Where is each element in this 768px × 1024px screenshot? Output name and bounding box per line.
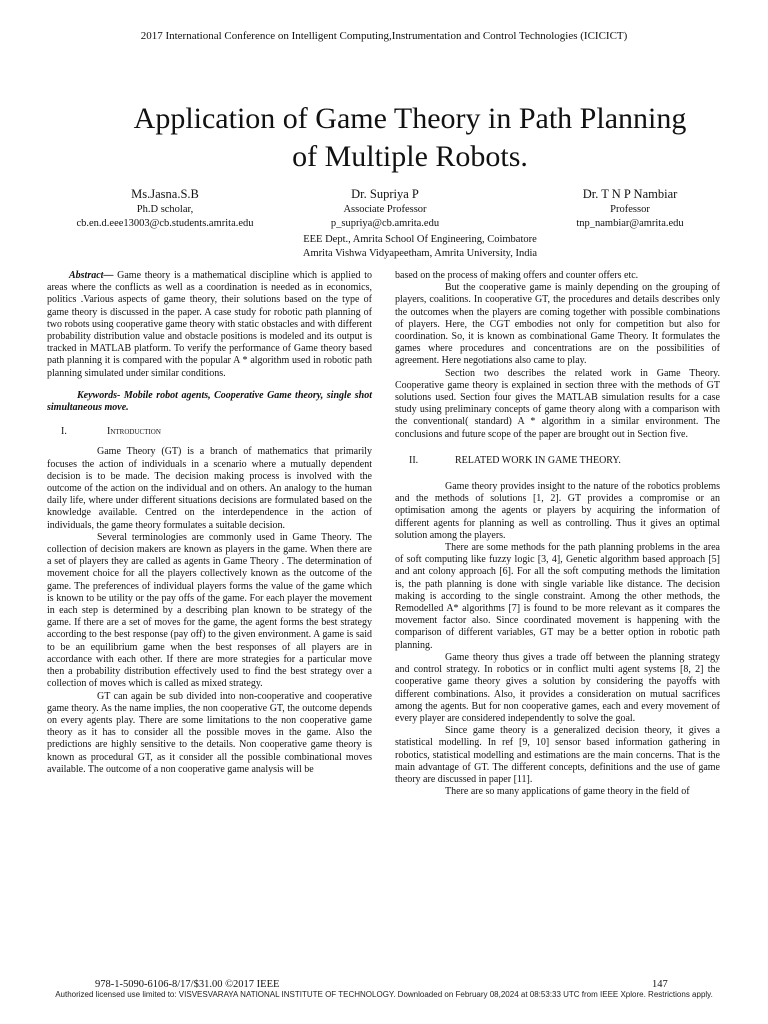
right-column: [395, 270, 720, 798]
author-role: Associate Professor: [343, 204, 427, 215]
isbn-footer: 978-1-5090-6106-8/17/$31.00 ©2017 IEEE: [95, 979, 280, 990]
section-title: Introduction: [107, 426, 161, 438]
abstract-text: Game theory is a mathematical discipline which is applied to areas where the conflicts as well as a coordination is needed as in economics, politics .Various aspects of game theory, their solutions based on the type of game theory is discussed in the paper. A case study for robotic path planning of two robots using cooperative game theory with static obstacles and with different probability distribution value and obstacle positions is modeled and its output is tracked in MATLAB platform. To verify the performance of Game theory based path planning it is compared with the popular A * algorithm used in robotic path planning simulated under similar conditions.: [47, 270, 373, 379]
paragraph: Game theory provides insight to the nature of the robotics problems and the methods of solutions [1, 2]. GT provides a compromise or an optimisation among the agents or players by acquiring the information of different agents for planning as well as controlling. Thus it gives an optimal solution among the players.: [395, 481, 720, 541]
keywords: Keywords- Mobile robot agents, Cooperative Game theory, single shot simultaneous move.: [47, 389, 372, 414]
title-line-2: of Multiple Robots.: [292, 140, 528, 173]
abstract-label: Abstract—: [69, 270, 114, 281]
abstract: [47, 270, 372, 380]
title-line-1: Application of Game Theory in Path Planning: [133, 102, 687, 135]
author-name: Dr. Supriya P: [351, 187, 419, 201]
author-name: Ms.Jasna.S.B: [131, 187, 199, 201]
paragraph: Several terminologies are commonly used in Game Theory. The collection of decision makers are known as players in the game. When there are a set of players they are called as agents in Game Theory . The determination of movement choice for all the players collectively known as the outcome of the game. The preferences of individual players forms the value of the game which is known to be utility or the pay offs of the game. For each player the movement in each step is determined by a describing plan known to be strategy of the game. If there are a set of moves for the game, the agent forms the best strategy according to the best response (pay off) to the given environment. A game is said to be an equilibrium game when the best responses of all players are in accordance with each other. If there are more strategies for a particular move then a probability distribution effectively used to find the best strategy over a collection of moves which is called as mixed strategy.: [47, 531, 372, 690]
section-1-heading: [47, 426, 372, 438]
author-email: p_supriya@cb.amrita.edu: [330, 218, 440, 229]
paragraph: But the cooperative game is mainly depending on the grouping of players, coalitions. In cooperative GT, the procedures and details describes only the outcomes when the players are coming together with possible combinations of players. Here, the CGT embodies not only for competition but also for coordination. So, it is known as combinational Game Theory. It formulates the games where procedures and concentrations are on the possibilities of agreement. Here negotiations also came to play.: [395, 282, 720, 367]
author-role: Professor: [610, 204, 650, 215]
section-2-heading: [395, 455, 720, 467]
paragraph: There are so many applications of game theory in the field of: [445, 786, 690, 798]
paragraph: There are some methods for the path planning problems in the area of soft computing like fuzzy logic [3, 4], Genetic algorithm based approach [5] and ant colony approach [6]. For all the soft computing methods the limitation is, the path planning is done with single variable like distance. The decision making is according to the single constraint. Among the other methods, the Remodelled A* algorithms [7] is found to be more relevant as it compares the movement factor also. Since coordinated movement is happening with the comparison of different variables, GT may be a better option in robotic path planning.: [395, 542, 720, 651]
affiliation-line-1: EEE Dept., Amrita School Of Engineering, Coimbatore: [303, 234, 537, 245]
author-name: Dr. T N P Nambiar: [582, 187, 678, 201]
author-block-1: [40, 186, 290, 231]
license-notice: Authorized licensed use limited to: VISVESVARAYA NATIONAL INSTITUTE OF TECHNOLOGY. Downloaded on February 08,2024 at 08:53:33 UTC from IEEE Xplore. Restrictions apply.: [55, 990, 713, 999]
paragraph: Since game theory is a generalized decision theory, it gives a statistical modelling. In ref [9, 10] sensor based information gathering in robotics, statistical modelling and estimations are the main concerns. That is the main advantage of GT. The different concepts, definitions and the use of game theory are discussed in paper [11].: [395, 725, 720, 785]
section-number: I.: [61, 426, 67, 438]
left-column: [47, 270, 372, 776]
affiliation-line-2: Amrita Vishwa Vidyapeetham, Amrita University, India: [302, 248, 538, 259]
author-block-3: [530, 186, 730, 231]
author-email: tnp_nambiar@amrita.edu: [576, 218, 684, 229]
section-number: II.: [409, 454, 419, 466]
paragraph: GT can again be sub divided into non-cooperative and cooperative game theory. As the name implies, the non cooperative GT, the outcome depends on every agents play. There are some limitations to the non cooperative game theory as it has to consider all the possible moves in the game. Also the predictions are highly sensitive to the details. Non cooperative game theory is known as procedural GT, as it consider all the possible combinational moves available. The outcome of a non cooperative game analysis will be: [47, 690, 372, 775]
author-block-2: [280, 186, 490, 231]
paper-title: [80, 100, 740, 176]
author-email: cb.en.d.eee13003@cb.students.amrita.edu: [76, 218, 254, 229]
page-number: 147: [652, 979, 668, 990]
affiliation: [200, 233, 640, 261]
paragraph: Game Theory (GT) is a branch of mathematics that primarily focuses the action of individuals in a scenario where a mutually dependent decision is to be made. The decision making process is involved with the outcome of the action on the individual and on others. An analogy to the human daily life, where under different situations decisions are formulated based on the knowledge available. Centred on the interdependence in the action of individuals, the game theory formulates a suitable decision.: [47, 446, 372, 531]
paragraph: Game theory thus gives a trade off between the planning strategy and control strategy. In robotics or in conflict multi agent systems [8, 2] the cooperative game theory gives a solution by considering the payoffs with different combinations. Also, it provides a consideration on mutual sacrifices among the agents. But for non cooperative games, each and every movement of every player are considered independently to solve the goal.: [395, 651, 720, 724]
conference-header: 2017 International Conference on Intelligent Computing,Instrumentation and Control Technologies (ICICICT): [140, 30, 628, 42]
section-title: RELATED WORK IN GAME THEORY.: [455, 454, 621, 466]
paragraph: based on the process of making offers and counter offers etc.: [395, 270, 639, 281]
author-role: Ph.D scholar,: [136, 204, 194, 215]
paragraph: Section two describes the related work in Game Theory. Cooperative game theory is explained in section three with the methods of GT solutions used. Section four gives the MATLAB simulation results for a case study using preliminary concepts of game theory along with a comparison with the conventional( standard) A * algorithm in a similar environment. The conclusions and future scope of the paper are brought out in Section five.: [395, 367, 720, 440]
